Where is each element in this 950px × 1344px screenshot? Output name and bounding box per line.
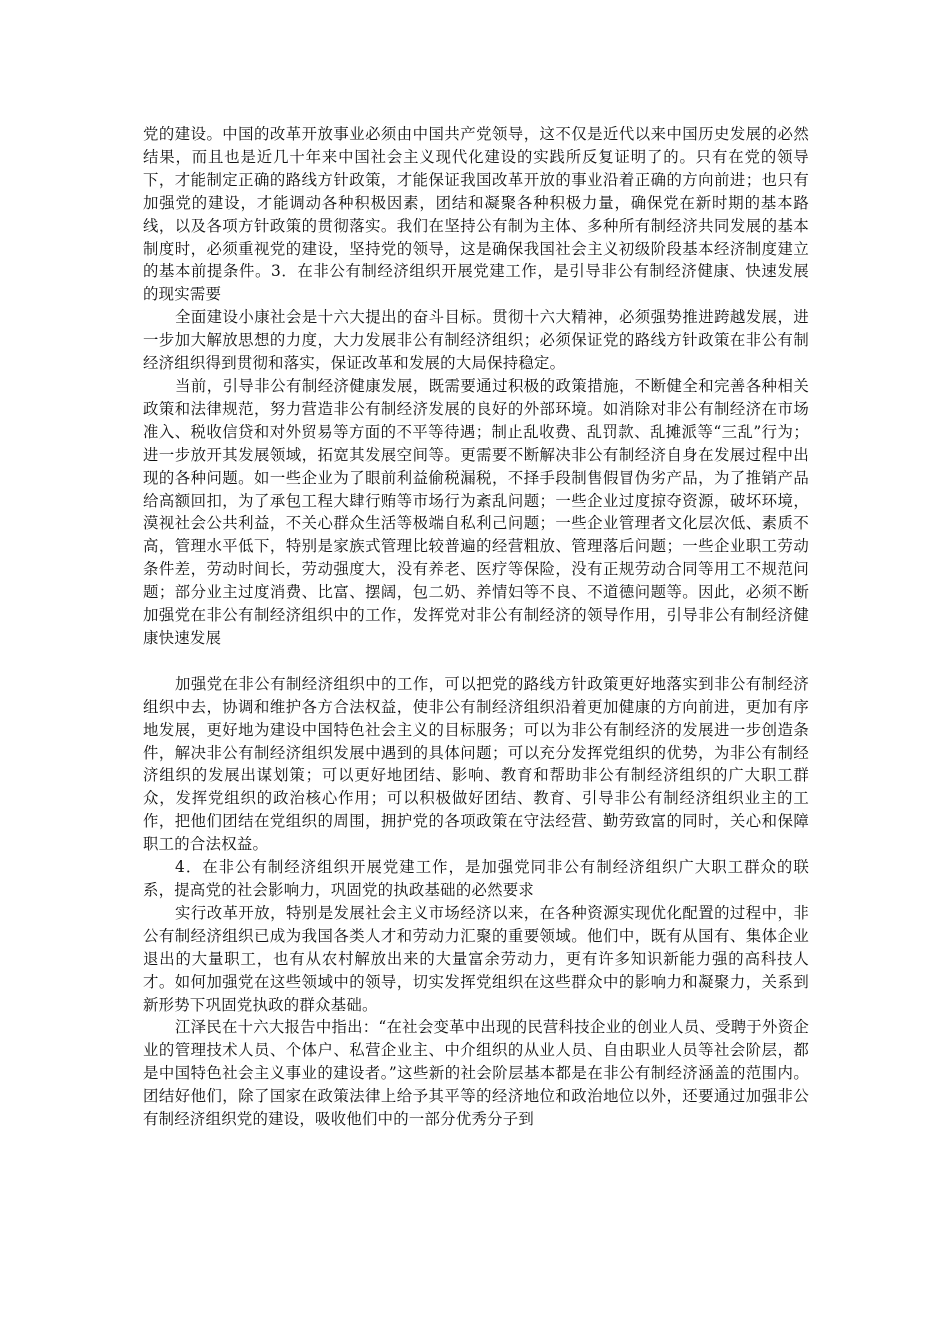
section-heading-4: 4．在非公有制经济组织开展党建工作，是加强党同非公有制经济组织广大职工群众的联系，提高党的社会影响力，巩固党的执政基础的必然要求 [143,858,809,899]
paragraph-spacer [143,650,809,673]
paragraph-jiang-zemin-quote: 江泽民在十六大报告中指出：“在社会变革中出现的民营科技企业的创业人员、受聘于外资企业的管理技术人员、个体户、私营企业主、中介组织的从业人员、自由职业人员等社会阶层，都是中国特色社会主义事业的建设者。”这些新的社会阶层基本都是在非公有制经济涵盖的范围内。团结好他们，除了国家在政策法律上给予其平等的经济地位和政治地位以外，还要通过加强非公有制经济组织党的建设，吸收他们中的一部分优秀分子到 [143,1018,809,1129]
document-page [143,123,809,1131]
paragraph-xiaokang-goal: 全面建设小康社会是十六大提出的奋斗目标。贯彻十六大精神，必须强势推进跨越发展，进一步加大解放思想的力度，大力发展非公有制经济组织；必须保证党的路线方针政策在非公有制经济组织得到贯彻和落实，保证改革和发展的大局保持稳定。 [143,308,809,373]
paragraph-current-problems: 当前，引导非公有制经济健康发展，既需要通过积极的政策措施，不断健全和完善各种相关政策和法律规范，努力营造非公有制经济发展的良好的外部环境。如消除对非公有制经济在市场准入、税收信贷和对外贸易等方面的不平等待遇；制止乱收费、乱罚款、乱摊派等“三乱”行为；进一步放开其发展领域，拓宽其发展空间等。更需要不断解决非公有制经济自身在发展过程中出现的各种问题。如一些企业为了眼前利益偷税漏税，不择手段制售假冒伪劣产品，为了推销产品给高额回扣，为了承包工程大肆行贿等市场行为紊乱问题；一些企业过度掠夺资源，破坏环境，漠视社会公共利益，不关心群众生活等极端自私利己问题；一些企业管理者文化层次低、素质不高，管理水平低下，特别是家族式管理比较普遍的经营粗放、管理落后问题；一些企业职工劳动条件差，劳动时间长，劳动强度大，没有养老、医疗等保险，没有正规劳动合同等用工不规范问题；部分业主过度消费、比富、摆阔，包二奶、养情妇等不良、不道德问题等。因此，必须不断加强党在非公有制经济组织中的工作，发挥党对非公有制经济的领导作用，引导非公有制经济健康快速发展 [143,376,809,647]
paragraph-reform-opening: 实行改革开放，特别是发展社会主义市场经济以来，在各种资源实现优化配置的过程中，非公有制经济组织已成为我国各类人才和劳动力汇聚的重要领域。他们中，既有从国有、集体企业退出的大量职工，也有从农村解放出来的大量富余劳动力，更有许多知识新能力强的高科技人才。如何加强党在这些领域中的领导，切实发挥党组织在这些群众中的影响力和凝聚力，关系到新形势下巩固党执政的群众基础。 [143,903,809,1014]
paragraph-strengthen-work: 加强党在非公有制经济组织中的工作，可以把党的路线方针政策更好地落实到非公有制经济组织中去，协调和维护各方合法权益，使非公有制经济组织沿着更加健康的方向前进，更加有序地发展，更好地为建设中国特色社会主义的目标服务；可以为非公有制经济的发展进一步创造条件，解决非公有制经济组织发展中遇到的具体问题；可以充分发挥党组织的优势，为非公有制经济组织的发展出谋划策；可以更好地团结、影响、教育和帮助非公有制经济组织的广大职工群众，发挥党组织的政治核心作用；可以积极做好团结、教育、引导非公有制经济组织业主的工作，把他们团结在党组织的周围，拥护党的各项政策在守法经营、勤劳致富的同时，关心和保障职工的合法权益。 [143,674,809,854]
paragraph-party-building: 党的建设。中国的改革开放事业必须由中国共产党领导，这不仅是近代以来中国历史发展的必然结果，而且也是近几十年来中国社会主义现代化建设的实践所反复证明了的。只有在党的领导下，才能制定正确的路线方针政策，才能保证我国改革开放的事业沿着正确的方向前进；也只有加强党的建设，才能调动各种积极因素，团结和凝聚各种积极力量，确保党在新时期的基本路线，以及各项方针政策的贯彻落实。我们在坚持公有制为主体、多种所有制经济共同发展的基本制度时，必须重视党的建设，坚持党的领导，这是确保我国社会主义初级阶段基本经济制度建立的基本前提条件。3．在非公有制经济组织开展党建工作，是引导非公有制经济健康、快速发展的现实需要 [143,125,809,304]
